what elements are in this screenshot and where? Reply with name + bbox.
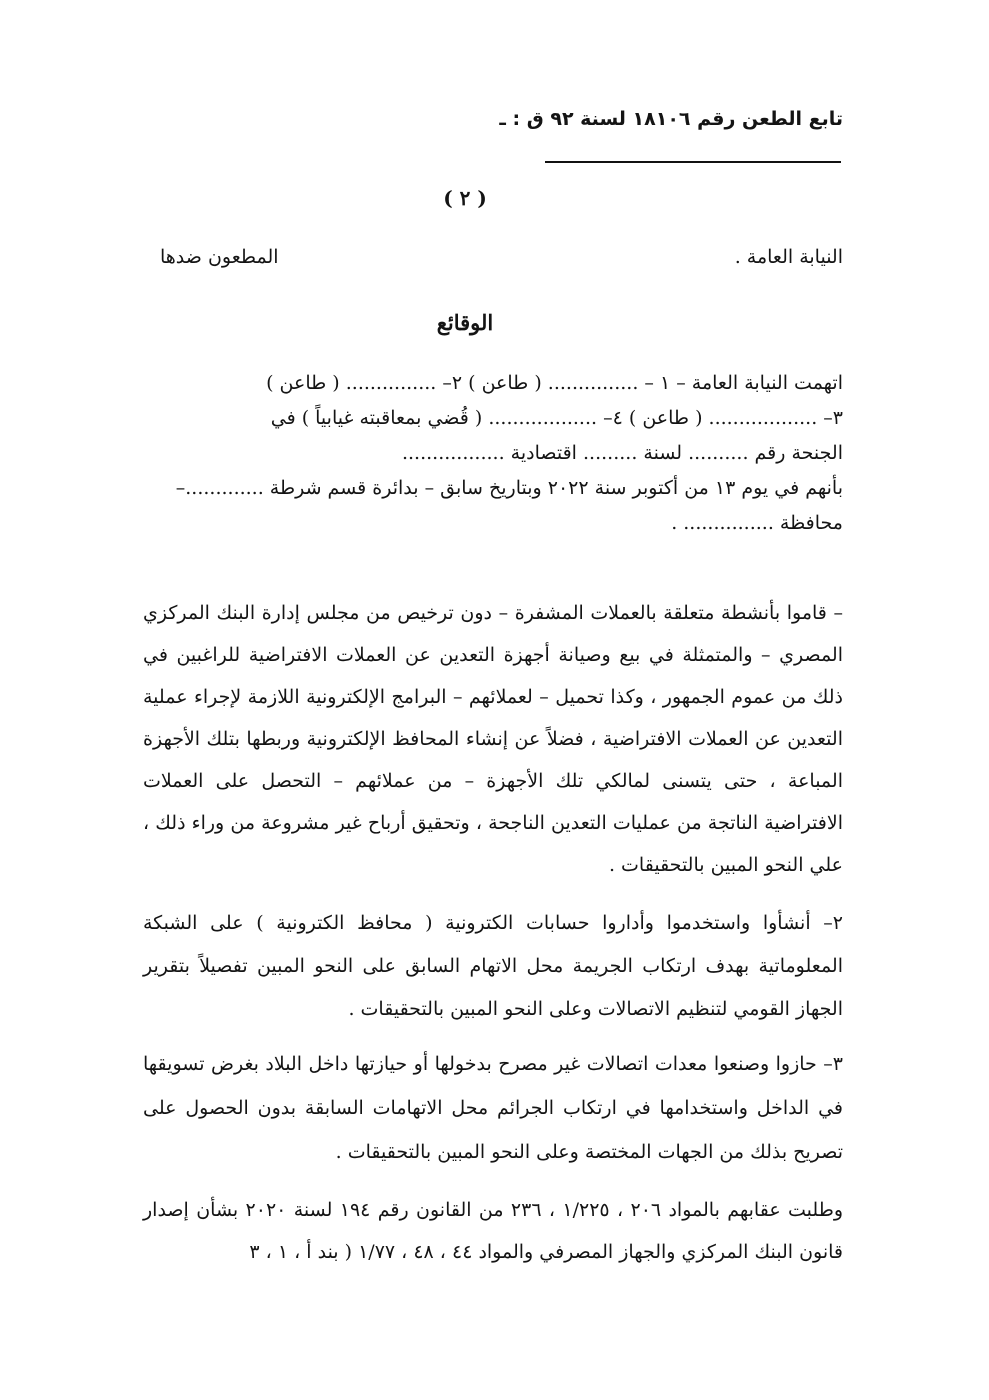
intro-line: محافظة ............... . xyxy=(671,512,843,534)
appellant-party: النيابة العامة . xyxy=(734,246,843,268)
intro-line: بأنهم في يوم ١٣ من أكتوبر سنة ٢٠٢٢ وبتاريخ سابق – بدائرة قسم شرطة .............– xyxy=(175,477,843,499)
charge-paragraph-2 xyxy=(143,902,843,1031)
penalty-request-paragraph xyxy=(143,1189,843,1273)
section-title: الوقائع xyxy=(436,310,494,335)
header-underline xyxy=(545,161,841,163)
accusation-intro xyxy=(143,366,843,541)
respondent-party: المطعون ضدها xyxy=(160,246,279,268)
intro-line: ٣– .................. ( طاعن ) ٤– .................. ( قُضي بمعاقبته غيابياً ) في xyxy=(270,407,843,429)
case-header: تابع الطعن رقم ١٨١٠٦ لسنة ٩٢ ق : ـ xyxy=(499,108,843,130)
paragraph-text: وطلبت عقابهم بالمواد ٢٠٦ ، ١/٢٢٥ ، ٢٣٦ من القانون رقم ١٩٤ لسنة ٢٠٢٠ بشأن إصدار قانون البنك المركزي والجهاز المصرفي والمواد ٤٤ ، ٤٨ ، ١/٧٧ ( بند أ ، ١ ، ٣ xyxy=(143,1199,843,1263)
intro-line: الجنحة رقم .......... لسنة ......... اقتصادية ................. xyxy=(401,442,843,464)
intro-line: اتهمت النيابة العامة – ١ – ............... ( طاعن ) ٢– ............... ( طاعن ) xyxy=(266,372,843,394)
page-number: ( ٢ ) xyxy=(443,186,487,210)
paragraph-text: – قاموا بأنشطة متعلقة بالعملات المشفرة – دون ترخيص من مجلس إدارة البنك المركزي المصري – والمتمثلة في بيع وصيانة أجهزة التعدين عن العملات الافتراضية للراغبين في ذلك من عموم الجمهور ، وكذا تحميل – لعملائهم – البرامج الإلكترونية اللازمة لإجراء عملية التعدين عن العملات الافتراضية ، فضلاً عن إنشاء المحافظ الإلكترونية وربطها بتلك الأجهزة المباعة ، حتى يتسنى لمالكي تلك الأجهزة – من عملائهم – التحصل على العملات الافتراضية الناتجة من عمليات التعدين الناجحة ، وتحقيق أرباح غير مشروعة من وراء ذلك ، علي النحو المبين بالتحقيقات . xyxy=(143,602,843,876)
paragraph-text: ٢– أنشأوا واستخدموا وأداروا حسابات الكترونية ( محافظ الكترونية ) على الشبكة المعلوماتية بهدف ارتكاب الجريمة محل الاتهام السابق على النحو المبين تفصيلاً بتقرير الجهاز القومي لتنظيم الاتصالات وعلى النحو المبين بالتحقيقات . xyxy=(143,912,843,1020)
parties-line xyxy=(160,246,843,268)
charge-paragraph-3 xyxy=(143,1042,843,1174)
paragraph-text: ٣– حازوا وصنعوا معدات اتصالات غير مصرح بدخولها أو حيازتها داخل البلاد بغرض تسويقها في الداخل واستخدامها في ارتكاب الجرائم محل الاتهامات السابقة بدون الحصول على تصريح بذلك من الجهات المختصة وعلى النحو المبين بالتحقيقات . xyxy=(143,1053,843,1163)
charge-paragraph-1 xyxy=(143,592,843,886)
